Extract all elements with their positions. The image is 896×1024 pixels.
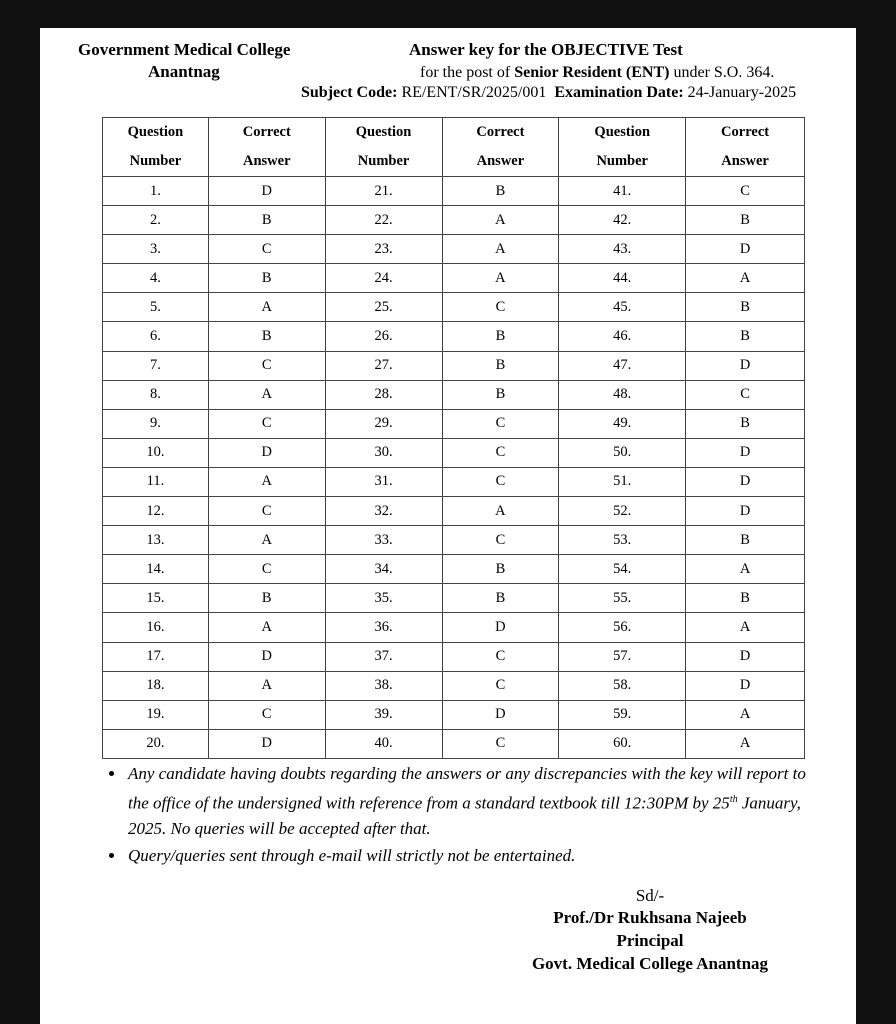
table-row (103, 206, 805, 235)
answer-cell: A (208, 613, 325, 642)
answer-cell: C (442, 642, 559, 671)
answer-cell: B (208, 584, 325, 613)
answer-cell: A (208, 293, 325, 322)
document-title: Answer key for the OBJECTIVE Test (409, 40, 683, 59)
answer-cell: A (208, 467, 325, 496)
question-number-cell: 47. (559, 351, 686, 380)
table-header-row (103, 118, 805, 177)
question-number-cell: 21. (325, 177, 442, 206)
answer-cell: C (208, 235, 325, 264)
answer-cell: D (686, 671, 805, 700)
table-row (103, 584, 805, 613)
answer-cell: B (686, 409, 805, 438)
table-row (103, 555, 805, 584)
question-number-cell: 17. (103, 642, 209, 671)
question-number-cell: 12. (103, 497, 209, 526)
answer-cell: D (208, 642, 325, 671)
question-number-cell: 37. (325, 642, 442, 671)
answer-cell: D (686, 235, 805, 264)
question-number-cell: 14. (103, 555, 209, 584)
question-number-cell: 9. (103, 409, 209, 438)
question-number-cell: 45. (559, 293, 686, 322)
question-number-cell: 33. (325, 526, 442, 555)
question-number-cell: 58. (559, 671, 686, 700)
question-number-cell: 51. (559, 467, 686, 496)
column-header: Correct Answer (442, 118, 559, 177)
question-number-cell: 11. (103, 467, 209, 496)
question-number-cell: 16. (103, 613, 209, 642)
answer-cell: D (208, 438, 325, 467)
answer-cell: A (686, 555, 805, 584)
question-number-cell: 18. (103, 671, 209, 700)
answer-cell: C (686, 177, 805, 206)
answer-cell: D (686, 351, 805, 380)
question-number-cell: 52. (559, 497, 686, 526)
answer-cell: C (208, 497, 325, 526)
question-number-cell: 35. (325, 584, 442, 613)
question-number-cell: 50. (559, 438, 686, 467)
table-row (103, 177, 805, 206)
column-header: Question Number (559, 118, 686, 177)
table-row (103, 497, 805, 526)
question-number-cell: 48. (559, 380, 686, 409)
note-item: • Any candidate having doubts regarding the answers or any discrepancies with the key will report to the office of the undersigned with reference from a standard textbook till 12:30PM by 25th January, 2025. No queries will be accepted after that. (126, 761, 826, 841)
answer-cell: D (208, 177, 325, 206)
signature-sd: Sd/- (635, 886, 665, 905)
post-prefix: for the post of (420, 64, 511, 81)
answer-cell: A (686, 613, 805, 642)
question-number-cell: 39. (325, 700, 442, 729)
answer-cell: B (686, 206, 805, 235)
question-number-cell: 38. (325, 671, 442, 700)
answer-cell: B (442, 351, 559, 380)
answer-cell: C (208, 555, 325, 584)
question-number-cell: 2. (103, 206, 209, 235)
signatory-name: Prof./Dr Rukhsana Najeeb (553, 908, 747, 927)
note-item: • Query/queries sent through e-mail will strictly not be entertained. (126, 843, 826, 869)
college-name: Government Medical College (78, 40, 291, 59)
answer-cell: A (442, 264, 559, 293)
answer-key-table (102, 117, 805, 759)
college-location: Anantnag (148, 62, 220, 81)
answer-cell: A (208, 380, 325, 409)
answer-cell: A (442, 235, 559, 264)
answer-cell: D (686, 467, 805, 496)
answer-cell: B (208, 206, 325, 235)
answer-cell: A (208, 671, 325, 700)
question-number-cell: 4. (103, 264, 209, 293)
question-number-cell: 10. (103, 438, 209, 467)
table-row (103, 613, 805, 642)
question-number-cell: 29. (325, 409, 442, 438)
question-number-cell: 26. (325, 322, 442, 351)
table-row (103, 526, 805, 555)
answer-cell: C (686, 380, 805, 409)
answer-cell: C (442, 526, 559, 555)
question-number-cell: 41. (559, 177, 686, 206)
question-number-cell: 23. (325, 235, 442, 264)
subject-code-value: RE/ENT/SR/2025/001 (401, 84, 547, 101)
question-number-cell: 25. (325, 293, 442, 322)
answer-cell: A (686, 264, 805, 293)
answer-cell: A (686, 729, 805, 758)
answer-cell: C (442, 293, 559, 322)
question-number-cell: 54. (559, 555, 686, 584)
post-suffix: under S.O. 364. (673, 64, 775, 81)
question-number-cell: 3. (103, 235, 209, 264)
question-number-cell: 15. (103, 584, 209, 613)
question-number-cell: 19. (103, 700, 209, 729)
table-row (103, 380, 805, 409)
signatory-institution: Govt. Medical College Anantnag (531, 954, 769, 973)
answer-cell: C (442, 467, 559, 496)
table-row (103, 264, 805, 293)
answer-cell: A (208, 526, 325, 555)
answer-cell: B (208, 264, 325, 293)
answer-cell: A (686, 700, 805, 729)
table-row (103, 729, 805, 758)
answer-cell: B (686, 322, 805, 351)
question-number-cell: 27. (325, 351, 442, 380)
answer-cell: B (208, 322, 325, 351)
table-row (103, 700, 805, 729)
question-number-cell: 1. (103, 177, 209, 206)
answer-cell: B (686, 293, 805, 322)
answer-cell: C (442, 729, 559, 758)
question-number-cell: 30. (325, 438, 442, 467)
table-row (103, 235, 805, 264)
question-number-cell: 36. (325, 613, 442, 642)
exam-date-label: Examination Date: (554, 84, 684, 101)
answer-cell: A (442, 497, 559, 526)
table-row (103, 351, 805, 380)
question-number-cell: 57. (559, 642, 686, 671)
subject-code-label: Subject Code: (301, 84, 398, 101)
answer-cell: A (442, 206, 559, 235)
question-number-cell: 7. (103, 351, 209, 380)
answer-cell: B (686, 584, 805, 613)
answer-cell: B (442, 322, 559, 351)
question-number-cell: 8. (103, 380, 209, 409)
question-number-cell: 28. (325, 380, 442, 409)
question-number-cell: 49. (559, 409, 686, 438)
question-number-cell: 13. (103, 526, 209, 555)
question-number-cell: 6. (103, 322, 209, 351)
table-row (103, 409, 805, 438)
signatory-designation: Principal (616, 931, 684, 950)
answer-cell: D (208, 729, 325, 758)
answer-cell: B (442, 555, 559, 584)
exam-date-value: 24-January-2025 (687, 84, 797, 101)
document-page (40, 28, 856, 1024)
answer-cell: B (442, 380, 559, 409)
column-header: Correct Answer (686, 118, 805, 177)
table-row (103, 322, 805, 351)
post-name: Senior Resident (ENT) (514, 64, 670, 81)
question-number-cell: 43. (559, 235, 686, 264)
question-number-cell: 34. (325, 555, 442, 584)
question-number-cell: 60. (559, 729, 686, 758)
answer-cell: C (208, 351, 325, 380)
post-line (420, 64, 774, 82)
answer-cell: D (442, 613, 559, 642)
answer-cell: D (686, 642, 805, 671)
answer-cell: C (442, 438, 559, 467)
answer-cell: C (208, 700, 325, 729)
question-number-cell: 44. (559, 264, 686, 293)
question-number-cell: 32. (325, 497, 442, 526)
answer-key-body (103, 177, 805, 759)
table-row (103, 467, 805, 496)
question-number-cell: 31. (325, 467, 442, 496)
question-number-cell: 40. (325, 729, 442, 758)
notes-list (106, 761, 826, 871)
question-number-cell: 56. (559, 613, 686, 642)
question-number-cell: 24. (325, 264, 442, 293)
answer-cell: D (442, 700, 559, 729)
question-number-cell: 20. (103, 729, 209, 758)
question-number-cell: 59. (559, 700, 686, 729)
column-header: Correct Answer (208, 118, 325, 177)
answer-cell: B (442, 177, 559, 206)
question-number-cell: 42. (559, 206, 686, 235)
answer-cell: D (686, 497, 805, 526)
answer-cell: D (686, 438, 805, 467)
question-number-cell: 5. (103, 293, 209, 322)
answer-cell: C (442, 671, 559, 700)
column-header: Question Number (325, 118, 442, 177)
column-header: Question Number (103, 118, 209, 177)
table-row (103, 671, 805, 700)
table-row (103, 642, 805, 671)
subject-line (301, 84, 796, 102)
question-number-cell: 55. (559, 584, 686, 613)
answer-cell: C (442, 409, 559, 438)
table-row (103, 293, 805, 322)
table-row (103, 438, 805, 467)
answer-cell: B (686, 526, 805, 555)
question-number-cell: 53. (559, 526, 686, 555)
question-number-cell: 46. (559, 322, 686, 351)
question-number-cell: 22. (325, 206, 442, 235)
answer-cell: B (442, 584, 559, 613)
answer-cell: C (208, 409, 325, 438)
